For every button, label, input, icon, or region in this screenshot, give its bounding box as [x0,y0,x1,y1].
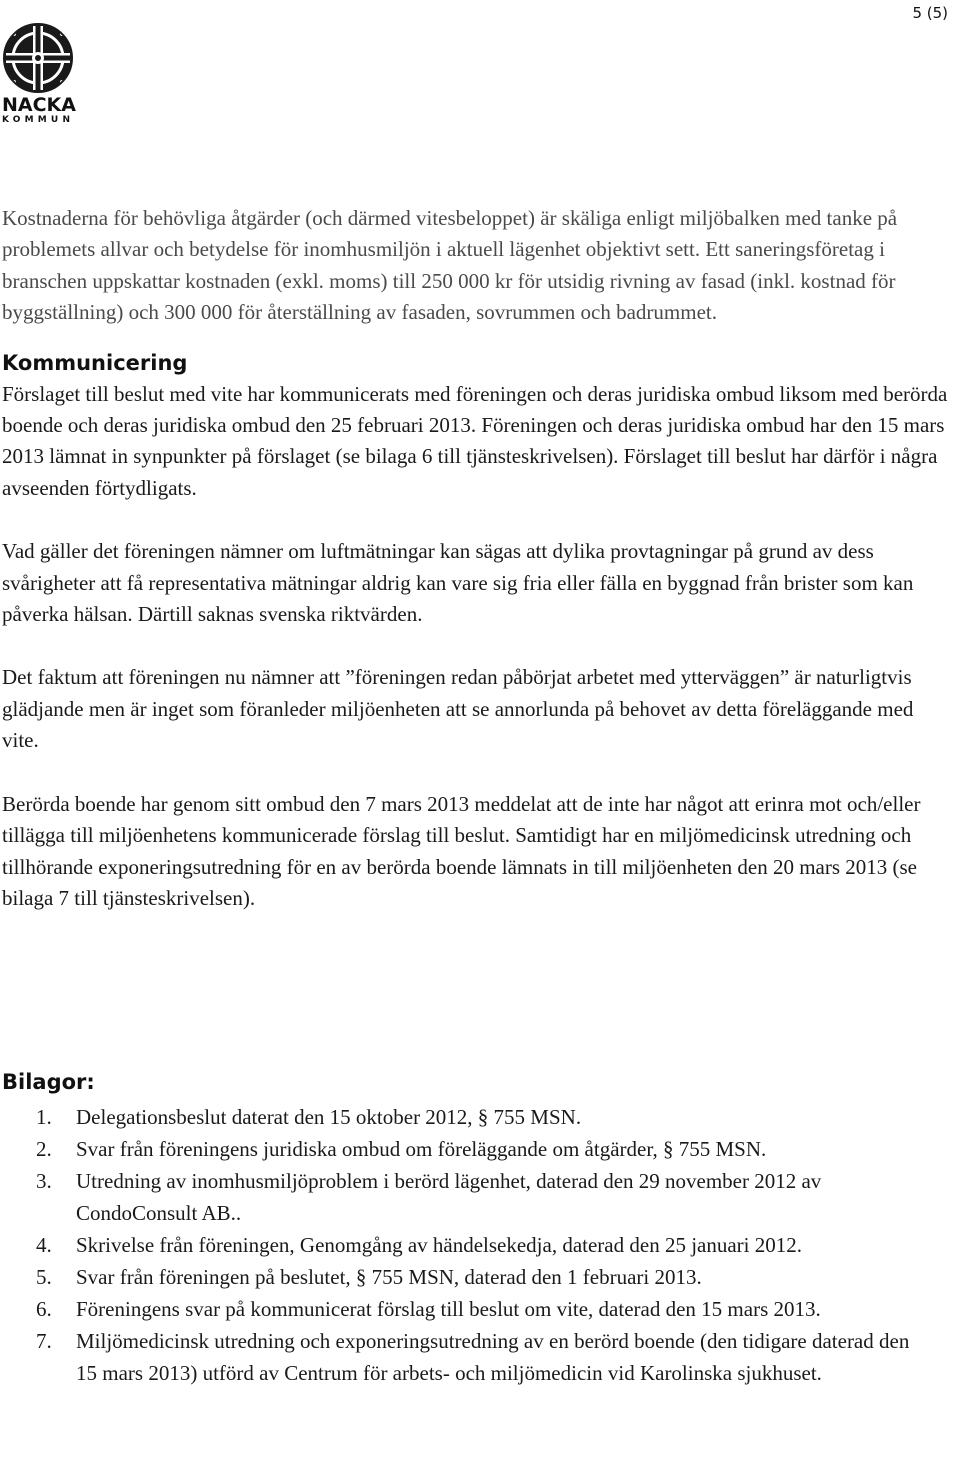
list-item [36,1229,916,1261]
list-text: Delegationsbeslut daterat den 15 oktober 2012, § 755 MSN. [76,1105,582,1129]
list-item [36,1101,916,1133]
paragraph-communication: Förslaget till beslut med vite har kommunicerats med föreningen och deras juridiska ombud liksom med berörda boende och deras juridiska ombud den 25 februari 2013. Föreningen och deras juridiska ombud har den 15 mars 2013 lämnat in synpunkter på förslaget (se bilaga 6 till tjänsteskrivelsen). Förslaget till beslut har därför i några avseenden förtydligats. [2,381,948,500]
list-item [36,1293,916,1325]
logo-name: NACKA [2,94,76,116]
list-item [36,1133,916,1165]
list-number: 2. [36,1137,52,1161]
municipal-emblem-icon [2,22,74,94]
list-item [36,1165,916,1229]
nacka-kommun-logo [2,22,74,125]
list-text: Miljömedicinsk utredning och exponeringsutredning av en berörd boende (den tidigare daterad den 15 mars 2013) utförd av Centrum för arbets- och miljömedicin vid Karolinska sjukhuset. [76,1329,910,1385]
list-text: Utredning av inomhusmiljöproblem i berörd lägenhet, daterad den 29 november 2012 av CondoConsult AB.. [76,1169,822,1225]
list-number: 3. [36,1169,52,1193]
list-text: Skrivelse från föreningen, Genomgång av händelsekedja, daterad den 25 januari 2012. [76,1233,802,1257]
attachments-list [36,1101,916,1389]
paragraph-facade-work: Det faktum att föreningen nu nämner att ”föreningen redan påbörjat arbetet med ytterväggen” är naturligtvis glädjande men är inget som föranleder miljöenheten att se annorlunda på behovet av detta föreläggande med vite. [2,665,914,753]
page-number: 5 (5) [912,4,948,22]
attachments-heading: Bilagor: [2,1070,95,1094]
paragraph-residents: Berörda boende har genom sitt ombud den 7 mars 2013 meddelat att de inte har något att erinra mot och/eller tillägga till miljöenhetens kommunicerade förslag till beslut. Samtidigt har en miljömedicinsk utredning och tillhörande exponeringsutredning för en av berörda boende lämnats in till miljöenheten den 20 mars 2013 (se bilaga 7 till tjänsteskrivelsen). [2,791,921,910]
list-text: Föreningens svar på kommunicerat förslag till beslut om vite, daterad den 15 mars 2013. [76,1297,821,1321]
logo-subtitle: KOMMUN [2,115,75,125]
list-number: 1. [36,1105,52,1129]
list-number: 7. [36,1329,52,1353]
document-body [2,203,954,914]
paragraph-costs: Kostnaderna för behövliga åtgärder (och därmed vitesbeloppet) är skäliga enligt miljöbalken med tanke på problemets allvar och betydelse för inomhusmiljön i aktuell lägenhet objektivt sett. Ett saneringsföretag i branschen uppskattar kostnaden (exkl. moms) till 250 000 kr för utsidig rivning av fasad (inkl. kostnad för byggställning) och 300 000 för återställning av fasaden, sovrummen och badrummet. [2,206,898,325]
section-heading-kommunicering: Kommunicering [2,350,188,375]
list-text: Svar från föreningens juridiska ombud om föreläggande om åtgärder, § 755 MSN. [76,1137,767,1161]
list-item [36,1261,916,1293]
list-item [36,1325,916,1389]
paragraph-air-measurements: Vad gäller det föreningen nämner om luftmätningar kan sägas att dylika provtagningar på grund av dess svårigheter att få representativa mätningar aldrig kan vare sig fria eller fälla en byggnad från brister som kan påverka hälsan. Därtill saknas svenska riktvärden. [2,539,914,627]
list-text: Svar från föreningen på beslutet, § 755 MSN, daterad den 1 februari 2013. [76,1265,702,1289]
list-number: 6. [36,1297,52,1321]
list-number: 4. [36,1233,52,1257]
list-number: 5. [36,1265,52,1289]
